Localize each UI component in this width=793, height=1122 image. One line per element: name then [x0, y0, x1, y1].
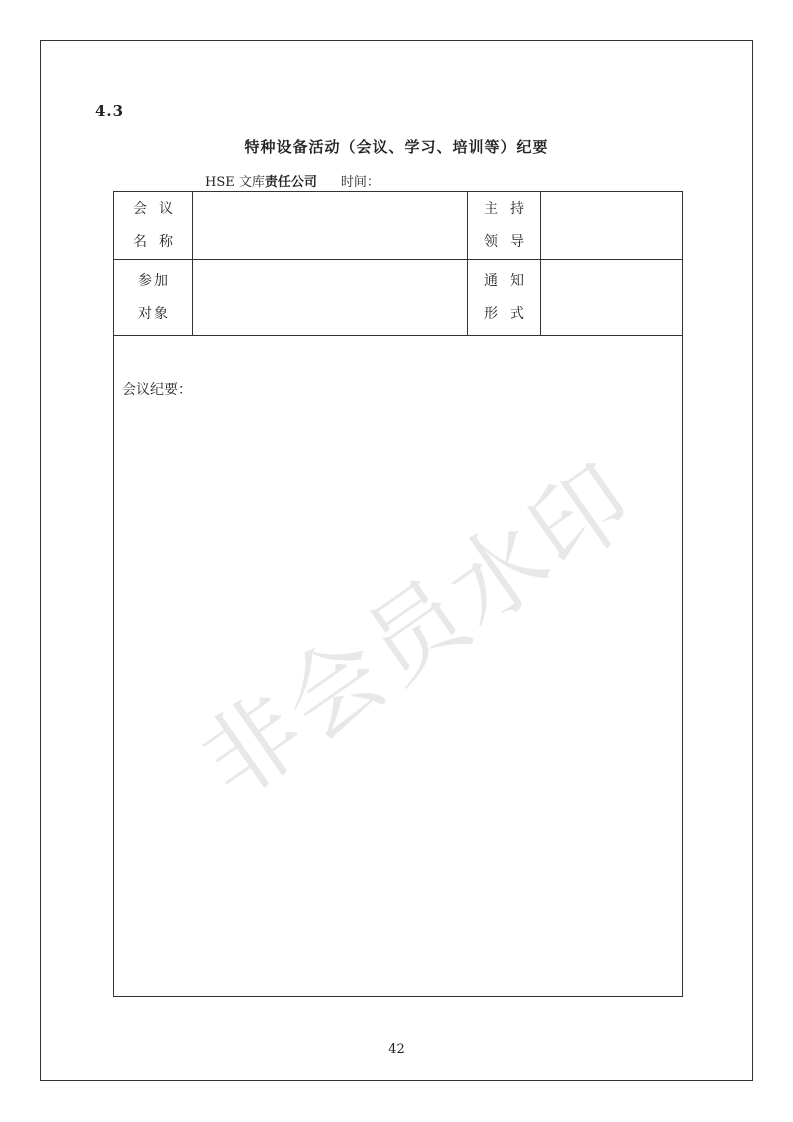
- meeting-name-field[interactable]: [193, 192, 468, 260]
- section-number: 4.3: [95, 102, 125, 120]
- meeting-name-label: 会议 名称: [114, 192, 193, 260]
- meeting-summary-label: 会议纪要：: [122, 382, 192, 398]
- participants-label: 参加 对象: [114, 260, 193, 336]
- document-title: 特种设备活动（会议、学习、培训等）纪要: [244, 138, 549, 156]
- watermark: 非会员水印: [181, 441, 656, 821]
- notice-form-label: 通知 形式: [468, 260, 541, 336]
- host-leader-label: 主持 领导: [468, 192, 541, 260]
- meeting-form-table: [113, 191, 683, 997]
- participants-field[interactable]: [193, 260, 468, 336]
- table-row: [114, 336, 683, 997]
- table-row: [114, 260, 683, 336]
- company-line: [205, 171, 380, 190]
- table-row: [114, 192, 683, 260]
- notice-form-field[interactable]: [541, 260, 683, 336]
- company-name: 责任公司: [264, 175, 317, 190]
- company-prefix: HSE 文库: [205, 175, 265, 190]
- page-number: 42: [388, 1042, 405, 1057]
- host-leader-field[interactable]: [541, 192, 683, 260]
- time-label: 时间：: [340, 175, 380, 190]
- meeting-summary-field[interactable]: [114, 336, 683, 997]
